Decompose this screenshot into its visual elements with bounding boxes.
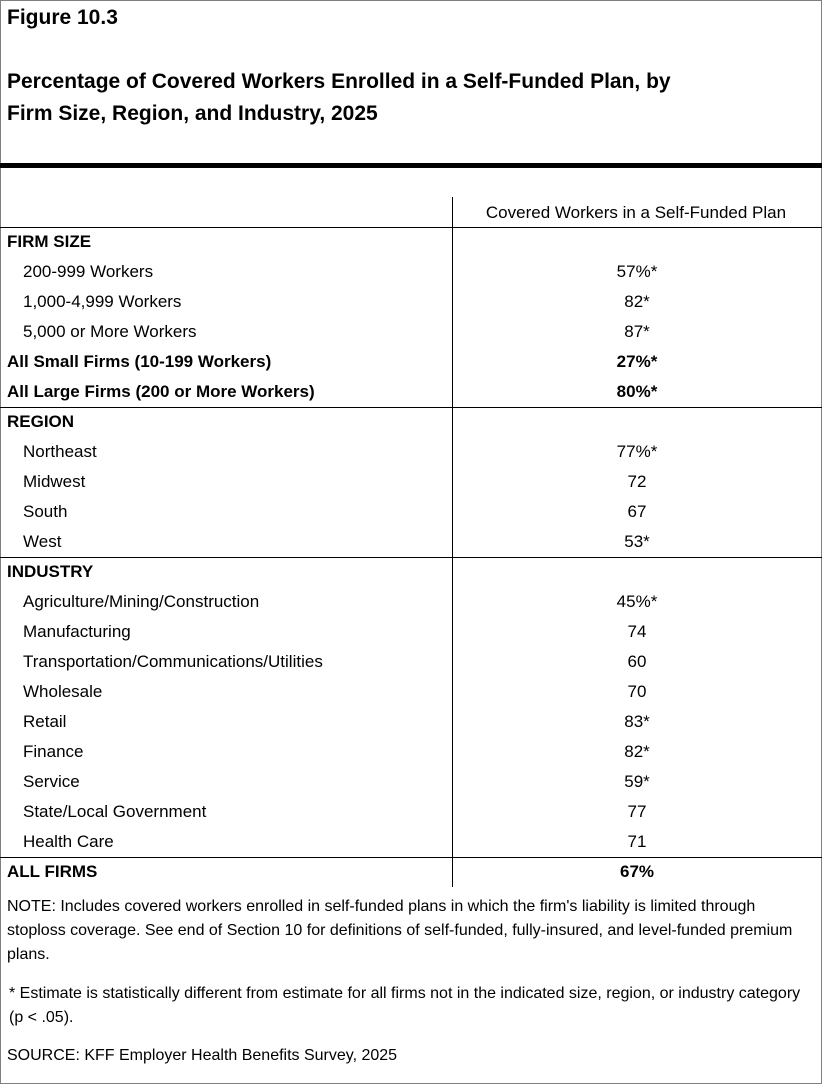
section-heading: [0, 407, 822, 437]
table-row: [0, 437, 822, 467]
row-label: Finance: [23, 742, 84, 761]
significance-note: * Estimate is statistically different from estimate for all firms not in the indicated size, region, or industry category (p < .05).: [9, 985, 801, 1026]
row-value: 27%*: [616, 352, 658, 371]
row-value: 77: [627, 802, 647, 821]
table-row: [0, 317, 822, 347]
table-row: [0, 497, 822, 527]
table-row: [0, 767, 822, 797]
row-label: Transportation/Communications/Utilities: [23, 652, 323, 671]
row-value: 82*: [624, 292, 650, 311]
section-heading: [0, 557, 822, 587]
row-value: 67: [627, 502, 647, 521]
row-value: 60: [627, 652, 647, 671]
row-label: INDUSTRY: [7, 562, 94, 581]
row-label: 200-999 Workers: [23, 262, 154, 281]
table-row: [0, 587, 822, 617]
row-value: 70: [627, 682, 647, 701]
row-value: 59*: [624, 772, 650, 791]
row-value: 74: [627, 622, 647, 641]
row-label: State/Local Government: [23, 802, 207, 821]
row-label: 5,000 or More Workers: [23, 322, 197, 341]
row-label: Service: [23, 772, 80, 791]
row-label: Wholesale: [23, 682, 103, 701]
row-value: 57%*: [616, 262, 658, 281]
row-label: 1,000-4,999 Workers: [23, 292, 182, 311]
row-value: 82*: [624, 742, 650, 761]
table-row: [0, 647, 822, 677]
table-row: [0, 677, 822, 707]
row-value: 87*: [624, 322, 650, 341]
row-label: REGION: [7, 412, 75, 431]
row-value: 83*: [624, 712, 650, 731]
row-label: All Large Firms (200 or More Workers): [7, 382, 315, 401]
row-label: Northeast: [23, 442, 97, 461]
row-value: 80%*: [616, 382, 658, 401]
row-value: 53*: [624, 532, 650, 551]
summary-row: [0, 347, 822, 377]
total-row: [0, 857, 822, 887]
row-label: FIRM SIZE: [7, 232, 92, 251]
table-row: [0, 827, 822, 857]
row-label: Midwest: [23, 472, 86, 491]
section-heading: [0, 227, 822, 257]
row-label: Agriculture/Mining/Construction: [23, 592, 260, 611]
row-label: Retail: [23, 712, 67, 731]
table-row: [0, 467, 822, 497]
title-rule: [0, 163, 822, 168]
row-label: Manufacturing: [23, 622, 131, 641]
note-text: NOTE: Includes covered workers enrolled in self-funded plans in which the firm's liability is limited through stoploss coverage. See end of Section 10 for definitions of self-funded, fully-insured, and level-funded premium plans.: [7, 898, 793, 963]
table-row: [0, 257, 822, 287]
row-label: Health Care: [23, 832, 114, 851]
row-value: 71: [627, 832, 647, 851]
row-label: South: [23, 502, 68, 521]
title-line-1: Percentage of Covered Workers Enrolled in a Self-Funded Plan, by: [7, 70, 671, 93]
row-value: 72: [627, 472, 647, 491]
row-value: 45%*: [616, 592, 658, 611]
table-row: [0, 287, 822, 317]
table-row: [0, 617, 822, 647]
table-row: [0, 707, 822, 737]
figure-title: [7, 66, 807, 130]
source-note: SOURCE: KFF Employer Health Benefits Survey, 2025: [7, 1047, 398, 1064]
summary-row: [0, 377, 822, 407]
title-line-2: Firm Size, Region, and Industry, 2025: [7, 102, 378, 125]
row-label: West: [23, 532, 62, 551]
row-label: All Small Firms (10-199 Workers): [7, 352, 272, 371]
figure-label: Figure 10.3: [7, 6, 118, 29]
table-row: [0, 527, 822, 557]
row-value: 77%*: [616, 442, 658, 461]
row-value: 67%: [619, 862, 655, 881]
row-label: ALL FIRMS: [7, 862, 98, 881]
column-header: Covered Workers in a Self-Funded Plan: [485, 203, 787, 222]
table-row: [0, 797, 822, 827]
table-row: [0, 737, 822, 767]
